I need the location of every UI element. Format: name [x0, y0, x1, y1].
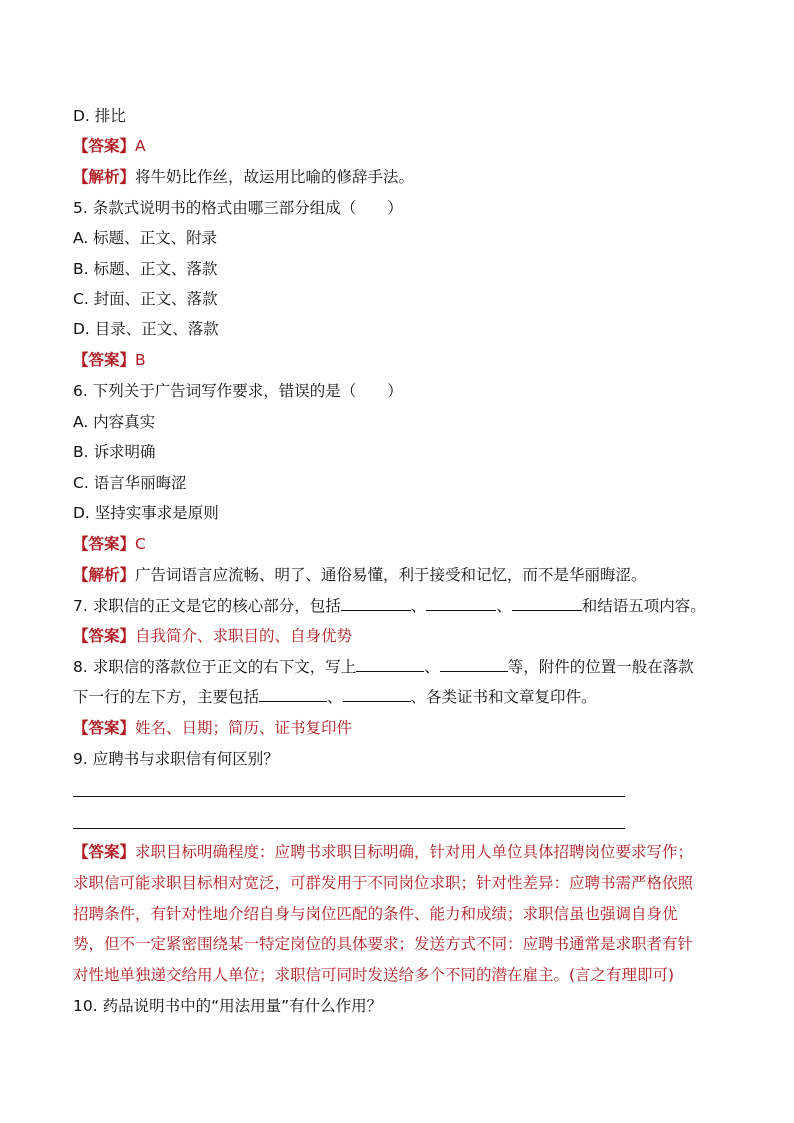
- q5-option-d: D. 目录、正文、落款: [73, 320, 219, 338]
- fill-blank[interactable]: [440, 657, 508, 672]
- separator: 、: [424, 658, 440, 676]
- q6-option-d: D. 坚持实事求是原则: [73, 504, 219, 522]
- q8-answer-line: [73, 718, 352, 738]
- q4-analysis: 将牛奶比作丝，故运用比喻的修辞手法。: [135, 168, 415, 186]
- separator: 、: [410, 597, 427, 615]
- separator: 、: [496, 597, 512, 615]
- q7-answer: 自我简介、求职目的、自身优势: [135, 627, 353, 645]
- answer-tag: 【答案】: [73, 137, 136, 155]
- q6-answer-line: [73, 534, 146, 554]
- answer-tag: 【答案】: [73, 351, 136, 369]
- answer-tag: 【答案】: [73, 843, 136, 861]
- fill-blank[interactable]: [343, 687, 411, 702]
- q5-stem: 5. 条款式说明书的格式由哪三部分组成（ ）: [73, 199, 403, 217]
- fill-blank[interactable]: [356, 657, 424, 672]
- q6-analysis: 广告词语言应流畅、明了、通俗易懂，利于接受和记忆，而不是华丽晦涩。: [135, 566, 647, 584]
- q9-answer-line2: 求职信可能求职目标相对宽泛，可群发用于不同岗位求职；针对性差异：应聘书需严格依照: [73, 874, 694, 892]
- answer-writing-line[interactable]: [73, 828, 625, 829]
- answer-tag: 【答案】: [73, 627, 136, 645]
- q8-stem-text-2: 下一行的左下方，主要包括: [73, 688, 260, 706]
- q8-stem-text: 8. 求职信的落款位于正文的右下文，写上: [73, 658, 357, 676]
- q10-stem: 10. 药品说明书中的“用法用量”有什么作用？: [73, 997, 383, 1015]
- answer-writing-line[interactable]: [73, 796, 625, 797]
- fill-blank[interactable]: [512, 596, 582, 611]
- q9-answer-line3: 招聘条件，有针对性地介绍自身与岗位匹配的条件、能力和成绩；求职信虽也强调自身优: [73, 905, 678, 923]
- q5-option-a: A. 标题、正文、附录: [73, 229, 218, 247]
- q5-answer: B: [135, 351, 146, 369]
- fill-blank[interactable]: [259, 687, 327, 702]
- q9-answer-text: 求职目标明确程度：应聘书求职目标明确，针对用人单位具体招聘岗位要求写作；: [135, 843, 694, 861]
- q4-option-d: D. 排比: [73, 107, 126, 125]
- q5-option-b: B. 标题、正文、落款: [73, 260, 218, 278]
- q5-option-c: C. 封面、正文、落款: [73, 290, 218, 308]
- analysis-tag: 【解析】: [73, 566, 136, 584]
- q6-stem: 6. 下列关于广告词写作要求，错误的是（ ）: [73, 382, 403, 400]
- q8-answer: 姓名、日期；简历、证书复印件: [135, 719, 353, 737]
- q7-stem: [73, 596, 706, 616]
- q9-stem: 9. 应聘书与求职信有何区别？: [73, 750, 279, 768]
- q8-stem-text-end: 、各类证书和文章复印件。: [410, 688, 597, 706]
- q5-answer-line: [73, 350, 146, 370]
- q8-stem-text-cont: 等，附件的位置一般在落款: [507, 658, 694, 676]
- q7-stem-text-end: 和结语五项内容。: [581, 597, 706, 615]
- q7-answer-line: [73, 626, 352, 646]
- q4-answer-line: [73, 136, 146, 156]
- q6-answer: C: [135, 535, 146, 553]
- fill-blank[interactable]: [426, 596, 496, 611]
- q4-analysis-line: [73, 167, 414, 187]
- q6-option-a: A. 内容真实: [73, 413, 156, 431]
- answer-tag: 【答案】: [73, 719, 136, 737]
- answer-tag: 【答案】: [73, 535, 136, 553]
- separator: 、: [327, 688, 343, 706]
- fill-blank[interactable]: [341, 596, 411, 611]
- q7-stem-text: 7. 求职信的正文是它的核心部分，包括: [73, 597, 341, 615]
- q6-option-b: B. 诉求明确: [73, 443, 156, 461]
- q4-answer: A: [135, 137, 146, 155]
- q8-stem-line1: [73, 657, 694, 677]
- q6-analysis-line: [73, 565, 647, 585]
- analysis-tag: 【解析】: [73, 168, 136, 186]
- q9-answer-line1: [73, 842, 693, 862]
- q6-option-c: C. 语言华丽晦涩: [73, 474, 187, 492]
- q9-answer-line4: 势，但不一定紧密围绕某一特定岗位的具体要求；发送方式不同：应聘书通常是求职者有针: [73, 935, 694, 953]
- q8-stem-line2: [73, 687, 597, 707]
- q9-answer-line5: 对性地单独递交给用人单位；求职信可同时发送给多个不同的潜在雇主。(言之有理即可): [73, 966, 675, 984]
